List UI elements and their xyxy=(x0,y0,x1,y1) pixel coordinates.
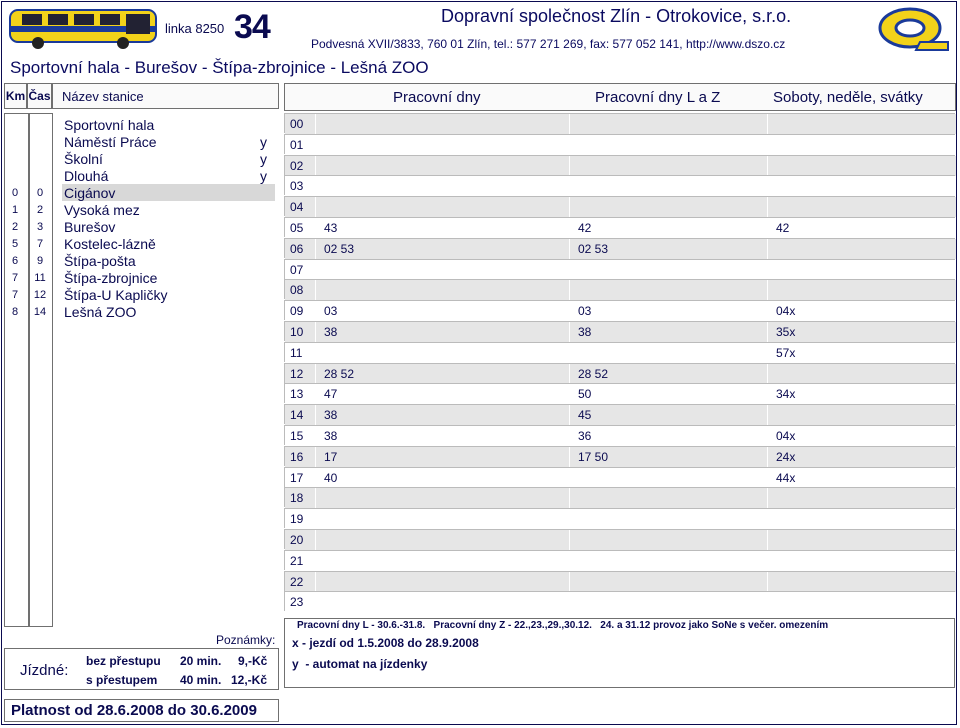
weekday-lz-cell: 36 xyxy=(569,426,767,446)
stop-time: 9 xyxy=(36,255,44,267)
weekday-lz-cell xyxy=(569,572,767,592)
hour-cell: 11 xyxy=(285,343,315,363)
hour-cell: 16 xyxy=(285,447,315,467)
stop-name: Dlouhá xyxy=(64,168,109,184)
stop-km: 6 xyxy=(11,255,19,267)
weekday-cell xyxy=(315,592,569,612)
weekend-cell xyxy=(767,280,956,300)
timetable-row xyxy=(284,259,955,279)
stop-km: 7 xyxy=(11,289,19,301)
weekend-cell xyxy=(767,176,956,196)
weekday-cell xyxy=(315,572,569,592)
fare-label: Jízdné: xyxy=(20,662,69,679)
weekday-lz-cell xyxy=(569,114,767,134)
fare-transfer-time: 40 min. xyxy=(180,673,222,687)
hour-cell: 00 xyxy=(285,114,315,134)
fare-transfer-price: 12,-Kč xyxy=(231,673,268,687)
weekday-cell xyxy=(315,114,569,134)
weekend-cell xyxy=(767,551,956,571)
dszo-logo-icon xyxy=(876,6,952,52)
timetable-row xyxy=(284,508,955,528)
hour-cell: 21 xyxy=(285,551,315,571)
weekday-lz-cell: 28 52 xyxy=(569,364,767,384)
hour-cell: 04 xyxy=(285,197,315,217)
hour-cell: 07 xyxy=(285,260,315,280)
timetable-row xyxy=(284,383,955,403)
timetable-row xyxy=(284,238,955,258)
weekday-lz-cell xyxy=(569,551,767,571)
weekday-cell xyxy=(315,551,569,571)
validity-note: Pracovní dny L - 30.6.-31.8. Pracovní dny Z - 22.,23.,29.,30.12. 24. a 31.12 provoz jako SoNe s večer. omezením xyxy=(297,620,829,631)
weekday-cell: 38 xyxy=(315,322,569,342)
weekend-cell: 04x xyxy=(767,301,956,321)
timetable-header xyxy=(284,83,956,111)
weekend-cell xyxy=(767,260,956,280)
timetable-row xyxy=(284,467,955,487)
header-weekend: Soboty, neděle, svátky xyxy=(773,88,923,106)
timetable-row xyxy=(284,134,955,154)
weekday-cell: 17 xyxy=(315,447,569,467)
hour-cell: 05 xyxy=(285,218,315,238)
weekday-cell: 38 xyxy=(315,405,569,425)
stop-name: Burešov xyxy=(64,219,116,235)
weekday-lz-cell xyxy=(569,488,767,508)
hour-cell: 10 xyxy=(285,322,315,342)
timetable-row xyxy=(284,550,955,570)
header-stop-name: Název stanice xyxy=(52,83,279,109)
weekend-cell xyxy=(767,572,956,592)
stop-flag: y xyxy=(260,151,267,167)
weekday-cell: 47 xyxy=(315,384,569,404)
timetable-row xyxy=(284,363,955,383)
stop-km: 2 xyxy=(11,221,19,233)
stop-km: 8 xyxy=(11,306,19,318)
weekend-cell xyxy=(767,135,956,155)
timetable-row xyxy=(284,425,955,445)
weekday-lz-cell xyxy=(569,280,767,300)
weekday-lz-cell xyxy=(569,530,767,550)
timetable-row xyxy=(284,279,955,299)
weekday-cell: 43 xyxy=(315,218,569,238)
notes-label: Poznámky: xyxy=(216,633,276,647)
weekday-lz-cell xyxy=(569,468,767,488)
weekend-cell xyxy=(767,364,956,384)
header-weekday: Pracovní dny xyxy=(393,88,481,106)
weekday-lz-cell xyxy=(569,176,767,196)
timetable-row xyxy=(284,113,955,133)
weekday-lz-cell: 17 50 xyxy=(569,447,767,467)
weekday-cell xyxy=(315,135,569,155)
weekday-cell: 40 xyxy=(315,468,569,488)
stop-flag: y xyxy=(260,134,267,150)
timetable-row xyxy=(284,321,955,341)
hour-cell: 19 xyxy=(285,509,315,529)
weekend-cell: 34x xyxy=(767,384,956,404)
weekday-cell: 03 xyxy=(315,301,569,321)
weekday-lz-cell: 50 xyxy=(569,384,767,404)
fare-no-transfer-price: 9,-Kč xyxy=(238,654,268,668)
line-number: 34 xyxy=(234,8,270,46)
weekday-lz-cell: 38 xyxy=(569,322,767,342)
weekday-lz-cell xyxy=(569,509,767,529)
hour-cell: 12 xyxy=(285,364,315,384)
timetable-row xyxy=(284,300,955,320)
timetable-row xyxy=(284,487,955,507)
weekday-lz-cell: 02 53 xyxy=(569,239,767,259)
hour-cell: 01 xyxy=(285,135,315,155)
hour-cell: 06 xyxy=(285,239,315,259)
hour-cell: 02 xyxy=(285,156,315,176)
hour-cell: 15 xyxy=(285,426,315,446)
weekend-cell xyxy=(767,239,956,259)
stop-name: Sportovní hala xyxy=(64,117,155,133)
weekend-cell xyxy=(767,156,956,176)
weekend-cell xyxy=(767,530,956,550)
weekday-cell xyxy=(315,197,569,217)
timetable-row xyxy=(284,175,955,195)
weekday-cell xyxy=(315,260,569,280)
timetable-row xyxy=(284,217,955,237)
route-title: Sportovní hala - Burešov - Štípa-zbrojnice - Lešná ZOO xyxy=(10,58,429,77)
stop-flag: y xyxy=(260,168,267,184)
weekday-cell xyxy=(315,530,569,550)
stop-time: 11 xyxy=(34,272,46,284)
weekday-lz-cell xyxy=(569,592,767,612)
line-label: linka 8250 xyxy=(165,21,225,36)
weekend-cell xyxy=(767,114,956,134)
hour-cell: 17 xyxy=(285,468,315,488)
timetable-row xyxy=(284,529,955,549)
weekday-cell xyxy=(315,509,569,529)
weekday-cell: 28 52 xyxy=(315,364,569,384)
hour-cell: 03 xyxy=(285,176,315,196)
weekday-lz-cell: 42 xyxy=(569,218,767,238)
weekday-cell xyxy=(315,488,569,508)
company-contact: Podvesná XVII/3833, 760 01 Zlín, tel.: 577 271 269, fax: 577 052 141, http://www.dszo.cz xyxy=(311,37,786,51)
stop-time: 3 xyxy=(36,221,44,233)
weekday-cell: 02 53 xyxy=(315,239,569,259)
weekend-cell xyxy=(767,509,956,529)
weekend-cell xyxy=(767,488,956,508)
hour-cell: 14 xyxy=(285,405,315,425)
timetable-row xyxy=(284,155,955,175)
hour-cell: 22 xyxy=(285,572,315,592)
timetable-row xyxy=(284,571,955,591)
weekend-cell xyxy=(767,405,956,425)
weekday-cell xyxy=(315,176,569,196)
stop-name: Náměstí Práce xyxy=(64,134,157,150)
hour-cell: 23 xyxy=(285,592,315,612)
stop-name: Lešná ZOO xyxy=(64,304,137,320)
weekday-cell xyxy=(315,280,569,300)
weekday-cell xyxy=(315,343,569,363)
fare-transfer: s přestupem xyxy=(86,673,158,687)
stop-name: Školní xyxy=(64,151,103,167)
weekday-lz-cell xyxy=(569,343,767,363)
hour-cell: 13 xyxy=(285,384,315,404)
bus-icon xyxy=(8,6,158,52)
fare-no-transfer-time: 20 min. xyxy=(180,654,222,668)
weekend-cell xyxy=(767,197,956,217)
timetable-row xyxy=(284,446,955,466)
weekday-lz-cell: 03 xyxy=(569,301,767,321)
weekend-cell: 57x xyxy=(767,343,956,363)
weekend-cell: 35x xyxy=(767,322,956,342)
timetable-row xyxy=(284,404,955,424)
stop-km: 0 xyxy=(11,187,19,199)
weekday-lz-cell xyxy=(569,156,767,176)
stop-time: 7 xyxy=(36,238,44,250)
stop-km: 1 xyxy=(11,204,19,216)
header-km: Km xyxy=(4,83,27,109)
weekend-cell: 04x xyxy=(767,426,956,446)
hour-cell: 18 xyxy=(285,488,315,508)
header-cas: Čas xyxy=(27,83,52,109)
weekday-cell xyxy=(315,156,569,176)
hour-cell: 09 xyxy=(285,301,315,321)
weekday-lz-cell xyxy=(569,135,767,155)
hour-cell: 20 xyxy=(285,530,315,550)
y-note: y - automat na jízdenky xyxy=(292,657,428,671)
stop-km: 7 xyxy=(11,272,19,284)
timetable-row xyxy=(284,342,955,362)
hour-cell: 08 xyxy=(285,280,315,300)
weekday-lz-cell xyxy=(569,260,767,280)
weekday-lz-cell: 45 xyxy=(569,405,767,425)
header-weekday-lz: Pracovní dny L a Z xyxy=(595,88,721,106)
stop-name: Vysoká mez xyxy=(64,202,140,218)
stop-time: 0 xyxy=(36,187,44,199)
weekend-cell: 44x xyxy=(767,468,956,488)
validity-period: Platnost od 28.6.2008 do 30.6.2009 xyxy=(4,699,279,722)
stop-name: Štípa-zbrojnice xyxy=(64,270,158,286)
timetable-row xyxy=(284,196,955,216)
weekday-cell: 38 xyxy=(315,426,569,446)
stop-time: 12 xyxy=(33,289,47,301)
weekend-cell: 42 xyxy=(767,218,956,238)
fare-no-transfer: bez přestupu xyxy=(86,654,161,668)
stop-name: Kostelec-lázně xyxy=(64,236,156,252)
stop-name: Štípa-U Kapličky xyxy=(64,287,168,303)
stop-name: Štípa-pošta xyxy=(64,253,136,269)
weekend-cell: 24x xyxy=(767,447,956,467)
weekday-lz-cell xyxy=(569,197,767,217)
timetable-row xyxy=(284,591,955,611)
stop-name: Cigánov xyxy=(64,185,116,201)
x-note: x - jezdí od 1.5.2008 do 28.9.2008 xyxy=(292,636,479,650)
stop-time: 14 xyxy=(33,306,47,318)
stop-time: 2 xyxy=(36,204,44,216)
company-name: Dopravní společnost Zlín - Otrokovice, s.r.o. xyxy=(441,6,792,26)
stop-km: 5 xyxy=(11,238,19,250)
weekend-cell xyxy=(767,592,956,612)
